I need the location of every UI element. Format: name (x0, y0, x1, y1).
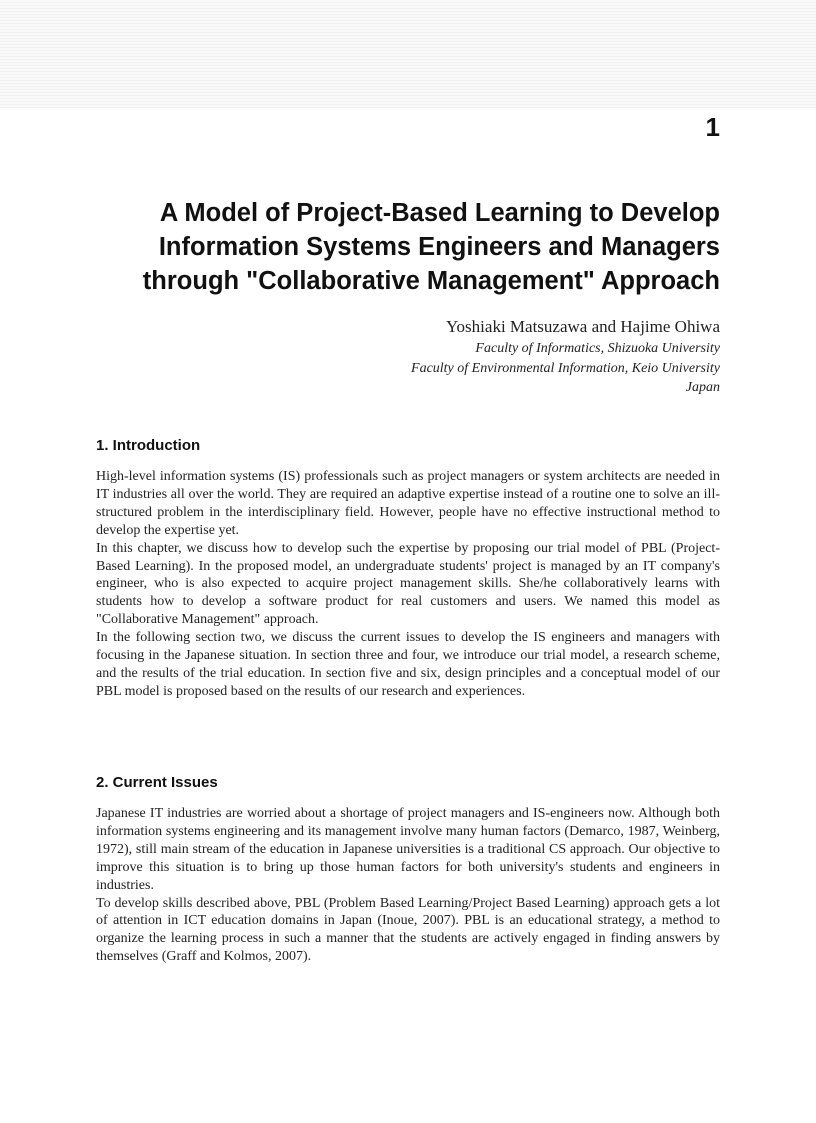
author-names: Yoshiaki Matsuzawa and Hajime Ohiwa (445, 317, 720, 336)
paragraph: To develop skills described above, PBL (Problem Based Learning/Project Based Learning) approach gets a lot of attention in ICT education domains in Japan (Inoue, 2007). PBL is an educational strategy, a method to organize the learning process in such a manner that the students are actively engaged in finding answers by themselves (Graff and Kolmos, 2007). (96, 895, 720, 965)
title-line: A Model of Project-Based Learning to Develop (159, 199, 720, 227)
section-heading-current-issues: 2. Current Issues (96, 774, 218, 791)
affiliation-country: Japan (685, 380, 720, 395)
affiliation: Faculty of Informatics, Shizuoka University (475, 341, 720, 356)
author-block (411, 316, 720, 398)
affiliation: Faculty of Environmental Information, Keio University (411, 360, 720, 376)
paragraph: Japanese IT industries are worried about a shortage of project managers and IS-engineers now. Although both information systems engineering and its management involve many human factors (Demarco, 1987, Weinberg, 1972), still main stream of the education in Japanese universities is a traditional CS approach. Our objective to improve this situation is to bring up those human factors for both university's students and engineers in industries. (96, 806, 720, 893)
paper-title (96, 196, 720, 298)
section-heading-introduction: 1. Introduction (96, 437, 201, 454)
paragraph: High-level information systems (IS) professionals such as project managers or system architects are needed in IT industries all over the world. They are required an adaptive expertise instead of a routine one to solve an ill-structured problem in the interdisciplinary field. However, people have no effective instructional method to develop the expertise yet. (96, 469, 720, 538)
paragraph: In this chapter, we discuss how to develop such the expertise by proposing our trial model of PBL (Project-Based Learning). In the proposed model, an undergraduate students' project is managed by an IT company's engineer, who is also expected to acquire project management skills. She/he collaboratively learns with students how to develop a software product for real customers and users. We named this model as "Collaborative Management" approach. (96, 540, 720, 628)
title-line: through "Collaborative Management" Approach (142, 267, 720, 295)
chapter-number: 1 (705, 112, 720, 142)
section-body-current-issues (96, 805, 720, 966)
title-line: Information Systems Engineers and Managers (158, 233, 720, 261)
paragraph: In the following section two, we discuss the current issues to develop the IS engineers and managers with focusing in the Japanese situation. In section three and four, we introduce our trial model, a research scheme, and the results of the trial education. In section five and six, design principles and a conceptual model of our PBL model is proposed based on the results of our research and experiences. (96, 630, 720, 699)
header-band (0, 0, 816, 108)
section-body-introduction (96, 468, 720, 701)
